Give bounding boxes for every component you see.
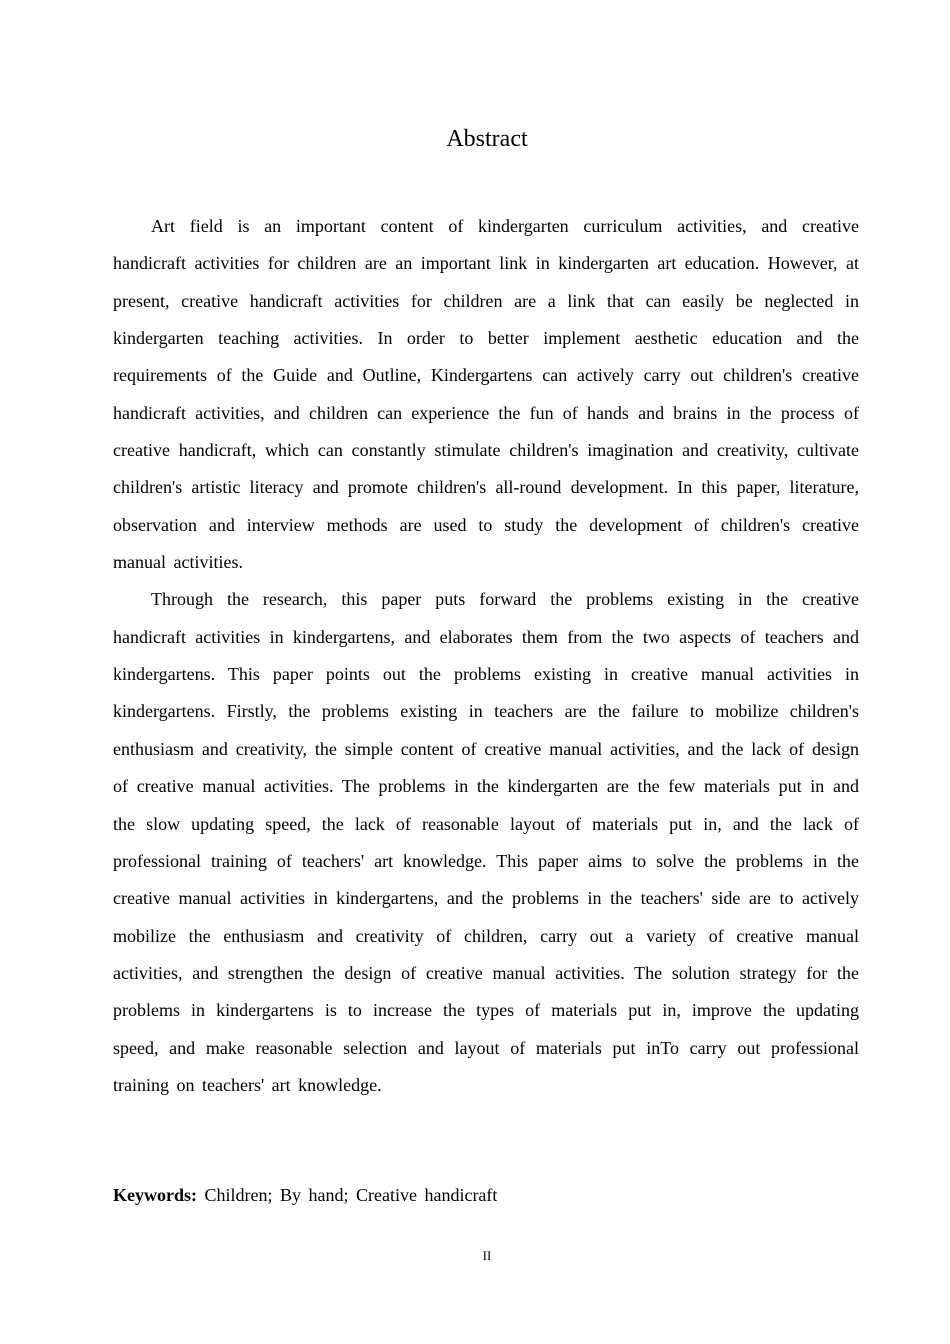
keywords-line: [113, 1177, 859, 1214]
page-number: II: [482, 1248, 492, 1263]
abstract-paragraph-1: Art field is an important content of kindergarten curriculum activities, and creative handicraft activities for children are an important link in kindergarten art education. However, at present, creative handicraft activities for children are a link that can easily be neglected in kindergarten teaching activities. In order to better implement aesthetic education and the requirements of the Guide and Outline, Kindergartens can actively carry out children's creative handicraft activities, and children can experience the fun of hands and brains in the process of creative handicraft, which can constantly stimulate children's imagination and creativity, cultivate children's artistic literacy and promote children's all-round development. In this paper, literature, observation and interview methods are used to study the development of children's creative manual activities.: [113, 216, 859, 573]
abstract-body: [113, 208, 859, 1104]
keywords-label: Keywords:: [113, 1185, 197, 1205]
abstract-title: Abstract: [446, 126, 528, 152]
keywords-value: Children; By hand; Creative handicraft: [204, 1185, 498, 1205]
abstract-paragraph-2: Through the research, this paper puts forward the problems existing in the creative handicraft activities in kindergartens, and elaborates them from the two aspects of teachers and kindergartens. This paper points out the problems existing in creative manual activities in kindergartens. Firstly, the problems existing in teachers are the failure to mobilize children's enthusiasm and creativity, the simple content of creative manual activities, and the lack of design of creative manual activities. The problems in the kindergarten are the few materials put in and the slow updating speed, the lack of reasonable layout of materials put in, and the lack of professional training of teachers' art knowledge. This paper aims to solve the problems in the creative manual activities in kindergartens, and the problems in the teachers' side are to actively mobilize the enthusiasm and creativity of children, carry out a variety of creative manual activities, and strengthen the design of creative manual activities. The solution strategy for the problems in kindergartens is to increase the types of materials put in, improve the updating speed, and make reasonable selection and layout of materials put inTo carry out professional training on teachers' art knowledge.: [113, 589, 859, 1095]
